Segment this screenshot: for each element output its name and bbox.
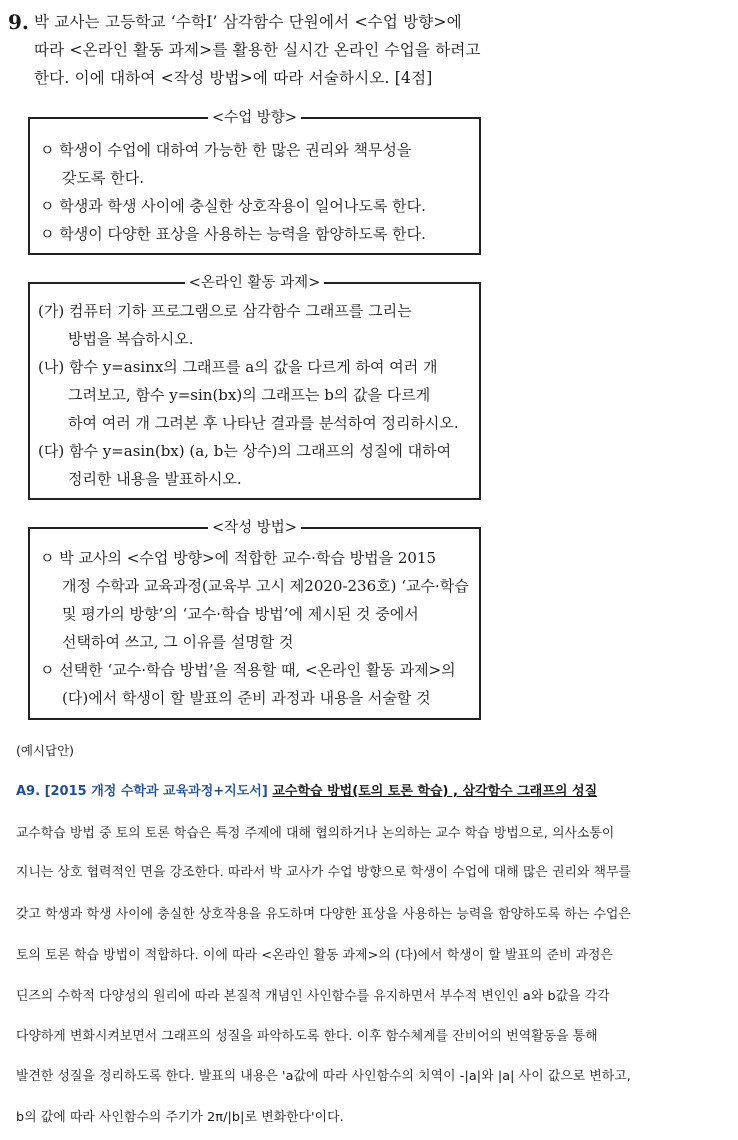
online-activity-line: 방법을 복습하시오. [68,330,194,348]
answer-paragraph-line: 토의 토론 학습 방법이 적합하다. 이에 따라 <온라인 활동 과제>의 (다)에서 학생이 할 발표의 준비 과정은 [16,948,613,963]
writing-method-line: 개정 수학과 교육과정(교육부 고시 제2020-236호) ‘교수·학습 [62,577,469,595]
question-line-3: 한다. 이에 대하여 <작성 방법>에 따라 서술하시오. [4점] [34,69,433,87]
answer-paragraph-line: 교수학습 방법 중 토의 토론 학습은 특정 주제에 대해 협의하거나 논의하는 교수 학습 방법으로, 의사소통이 [16,826,615,841]
writing-method-line: 및 평가의 방향’의 ‘교수·학습 방법’에 제시된 것 중에서 [62,605,419,623]
question-line-2: 따라 <온라인 활동 과제>를 활용한 실시간 온라인 수업을 하려고 [34,41,481,59]
answer-paragraph-line: b의 값에 따라 사인함수의 주기가 2π/|b|로 변화한다'이다. [16,1110,344,1125]
online-activity-line: (다) 함수 y=asin(bx) (a, b는 상수)의 그래프의 성질에 대하여 [38,442,452,460]
online-activity-line: 정리한 내용을 발표하시오. [68,470,242,488]
writing-method-line: ㅇ 박 교사의 <수업 방향>에 적합한 교수·학습 방법을 2015 [40,549,437,567]
writing-method-title: <작성 방법> [208,520,301,536]
writing-method-line: (다)에서 학생이 할 발표의 준비 과정과 내용을 서술할 것 [62,689,431,707]
online-activity-line: (나) 함수 y=asinx의 그래프를 a의 값을 다르게 하여 여러 개 [38,358,438,376]
online-activity-line: 하여 여러 개 그려본 후 나타난 결과를 분석하여 정리하시오. [68,414,459,432]
answer-topic: 교수학습 방법(토의 토론 학습) , 삼각함수 그래프의 성질 [272,784,598,799]
answer-paragraph-line: 다양하게 변화시켜보면서 그래프의 성질을 파악하도록 한다. 이후 함수체계를 잔비어의 번역활동을 통해 [16,1029,598,1044]
online-activity-line: (가) 컴퓨터 기하 프로그램으로 삼각함수 그래프를 그리는 [38,302,412,320]
question-line-1: 박 교사는 고등학교 ‘수학Ⅰ’ 삼각함수 단원에서 <수업 방향>에 [34,13,462,31]
teaching-direction-line: ㅇ 학생이 다양한 표상을 사용하는 능력을 함양하도록 한다. [40,225,426,243]
teaching-direction-line: ㅇ 학생이 수업에 대하여 가능한 한 많은 권리와 책무성을 [40,141,412,159]
online-activity-title: <온라인 활동 과제> [185,275,325,291]
answer-label: A9. [2015 개정 수학과 교육과정+지도서] [16,784,268,799]
writing-method-line: ㅇ 선택한 ‘교수·학습 방법’을 적용할 때, <온라인 활동 과제>의 [40,661,456,679]
answer-heading [16,780,597,799]
writing-method-box [28,520,481,720]
teaching-direction-line: 갖도록 한다. [62,169,144,187]
answer-paragraph-line: 발견한 성질을 정리하도록 한다. 발표의 내용은 'a값에 따라 사인함수의 치역이 -|a|와 |a| 사이 값으로 변하고, [16,1069,631,1084]
answer-paragraph-line: 딘즈의 수학적 다양성의 원리에 따라 본질적 개념인 사인함수를 유지하면서 부수적 변인인 a와 b값을 각각 [16,989,610,1004]
answer-paragraph-line: 갖고 학생과 학생 사이에 충실한 상호작용을 유도하며 다양한 표상을 사용하는 능력을 함양하도록 하는 수업은 [16,907,631,922]
teaching-direction-title: <수업 방향> [208,110,301,126]
teaching-direction-box [28,110,481,255]
question-number: 9. [8,10,29,34]
example-answer-label: (예시답안) [16,743,75,758]
online-activity-line: 그려보고, 함수 y=sin(bx)의 그래프는 b의 값을 다르게 [68,386,431,404]
teaching-direction-line: ㅇ 학생과 학생 사이에 충실한 상호작용이 일어나도록 한다. [40,197,426,215]
answer-paragraph-line: 지니는 상호 협력적인 면을 강조한다. 따라서 박 교사가 수업 방향으로 학생이 수업에 대해 많은 권리와 책무를 [16,865,632,880]
online-activity-box [28,275,481,500]
writing-method-line: 선택하여 쓰고, 그 이유를 설명할 것 [62,633,294,651]
